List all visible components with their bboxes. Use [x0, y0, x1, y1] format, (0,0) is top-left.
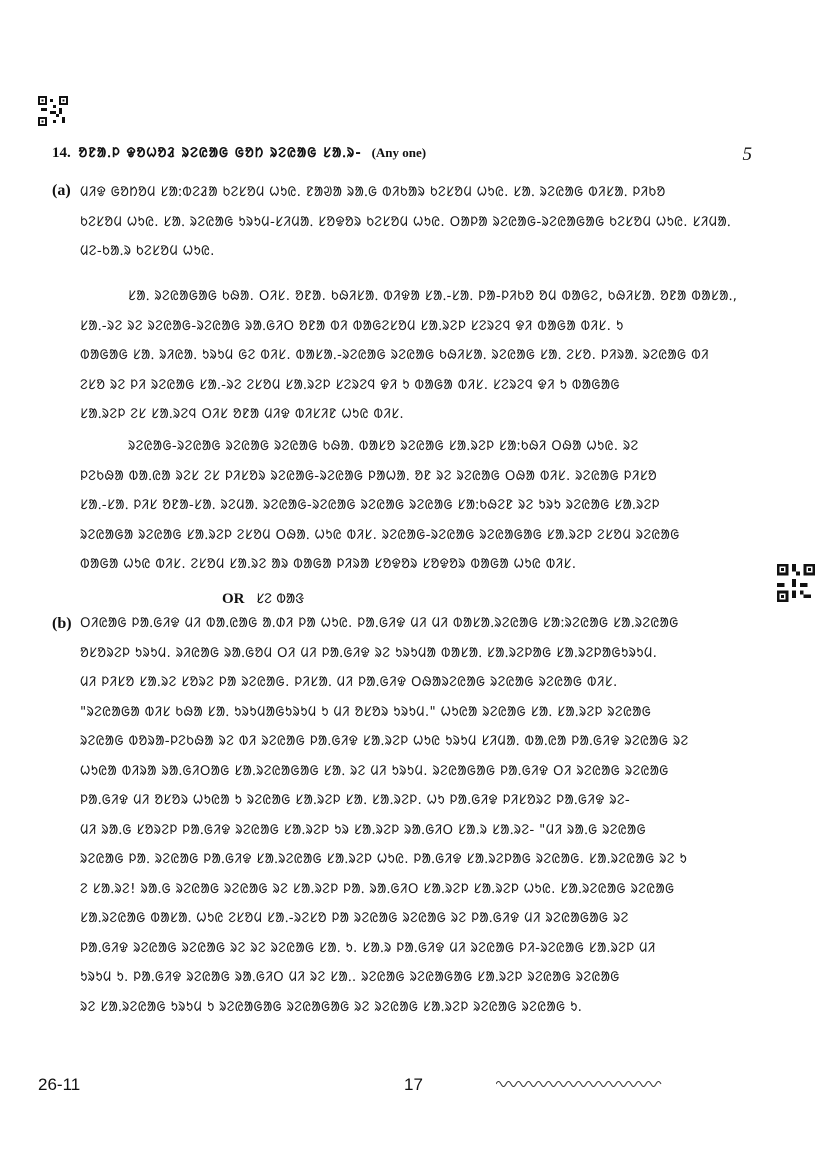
text-line: ᱢᱮ-ᱠᱟᱹᱨ ᱠᱮᱥᱚᱢ ᱦᱩᱭ.: [80, 243, 215, 259]
part-a-paragraph-1: [80, 178, 770, 267]
text-line: ᱨᱮᱭᱟᱜ ᱵᱚᱨᱟ-ᱞᱮᱠᱷᱟ ᱨᱮ ᱵᱤ ᱨᱮᱭᱟᱜ ᱞᱟᱹᱜᱤᱫ ᱥᱟᱹᱨᱮᱞ ᱦᱩᱭ ᱩᱨᱩᱢ ᱥᱤᱢᱟᱹ ᱵᱟᱹᱭᱟ ᱞᱟᱹᱜᱤᱫ ᱨᱮᱭᱟᱜ ᱨᱮ: [80, 733, 689, 749]
text-line: ᱠᱮᱥᱚᱢ ᱦᱩᱭ. ᱥᱟᱹ ᱨᱮᱭᱟᱜ ᱩᱨᱩᱢ-ᱥᱤᱢᱟᱹ ᱥᱚᱫᱚᱨ ᱠᱮᱥᱚᱢ ᱦᱩᱭ. ᱛᱟᱞᱟ ᱨᱮᱭᱟᱜ-ᱨᱮᱭᱟᱜᱟᱜ ᱠᱮᱥᱚᱢ ᱦᱩᱭ. ᱥᱤᱢᱟᱹ: [80, 213, 731, 230]
question-marks: 5: [742, 144, 752, 165]
text-line: ᱨᱮ ᱥᱟᱹᱨᱮᱭᱟᱜ ᱩᱨᱩᱢ ᱩ ᱨᱮᱭᱟᱜᱟᱜ ᱨᱮᱭᱟᱜᱟᱜ ᱨᱮ ᱨᱮᱭᱟᱜ ᱥᱟᱹᱨᱮᱞ ᱨᱮᱭᱟᱜ ᱨᱮᱭᱟᱜ ᱩ.: [80, 998, 583, 1015]
part-a-paragraph-3: [80, 432, 770, 580]
part-a-paragraph-2: [80, 282, 770, 430]
question-title: ᱚᱱᱟᱹᱞ ᱫᱚᱦᱚᱲ ᱨᱮᱭᱟᱜ ᱜᱚᱴ ᱨᱮᱭᱟᱜ ᱥᱟᱹᱨ-: [78, 145, 362, 161]
text-line: ᱵᱟᱜᱟᱜ ᱥᱟᱹ ᱨᱤᱭᱟᱹ ᱩᱨᱩᱢ ᱜᱮ ᱵᱤᱥ. ᱵᱟᱥᱟᱹ-ᱨᱮᱭᱟᱜ ᱨᱮᱭᱟᱜ ᱠᱷᱤᱥᱟᱹ ᱨᱮᱭᱟᱜ ᱥᱟᱹ ᱮᱥᱚ. ᱞᱤᱨᱟᱹ ᱨᱮᱭᱟᱜ ᱵᱤ: [80, 347, 709, 363]
part-b-label: (b): [52, 615, 72, 632]
text-line: ᱚᱥᱚᱨᱮᱞ ᱩᱨᱩᱢ. ᱨᱤᱭᱟᱜ ᱨᱟᱹᱜᱚᱢ ᱛᱤ ᱢᱤ ᱞᱟᱹᱜᱤᱫ ᱨᱮ ᱩᱨᱩᱢᱟ ᱵᱟᱥᱟᱹ ᱥᱟᱹᱨᱮᱞᱟᱜ ᱥᱟᱹᱨᱮᱞᱟᱜᱩᱨᱩᱢ.: [80, 644, 658, 661]
question-number: 14.: [52, 145, 71, 161]
part-a-label: (a): [52, 182, 71, 199]
text-line: ᱥᱟᱹ-ᱥᱟᱹ ᱞᱤᱥ ᱚᱱᱟ-ᱥᱟᱹ ᱨᱮᱢᱟᱹ ᱨᱮᱭᱟᱜ-ᱨᱮᱭᱟᱜ ᱨᱮᱭᱟᱜ ᱨᱮᱭᱟᱜ ᱥᱟᱺᱠᱷᱮᱱ ᱨᱮ ᱩᱨᱩ ᱨᱮᱭᱟᱜ ᱥᱟᱹᱨᱮᱞ: [80, 497, 660, 513]
text-line: ᱥᱟᱹᱨᱮᱭᱟᱜ ᱵᱟᱥᱟᱹ ᱦᱩᱭ ᱮᱥᱚᱢ ᱥᱟᱹ-ᱨᱮᱥᱚ ᱞᱟ ᱨᱮᱭᱟᱜ ᱨᱮᱭᱟᱜ ᱨᱮ ᱞᱟᱹᱜᱤᱫ ᱢᱤ ᱨᱮᱭᱟᱜᱟᱜ ᱨᱮ: [80, 910, 629, 926]
text-line: ᱨᱮᱭᱟᱜ ᱞᱟᱹ ᱨᱮᱭᱟᱜ ᱞᱟᱹᱜᱤᱫ ᱥᱟᱹᱨᱮᱭᱟᱜ ᱥᱟᱹᱨᱮᱞ ᱦᱩᱭ. ᱞᱟᱹᱜᱤᱫ ᱥᱟᱹᱨᱮᱞᱟᱜ ᱨᱮᱭᱟᱜ. ᱥᱟᱹᱨᱮᱭᱟᱜ ᱨᱮ ᱩ: [80, 851, 688, 867]
text-line: ᱵᱟᱜᱟ ᱦᱩᱭ ᱵᱤᱥ. ᱮᱥᱚᱢ ᱥᱟᱹᱨᱮ ᱟᱨ ᱵᱟᱜᱟ ᱞᱤᱨᱟ ᱥᱚᱫᱚᱨ ᱥᱚᱫᱚᱨ ᱵᱟᱜᱟ ᱦᱩᱭ ᱵᱤᱥ.: [80, 556, 577, 572]
any-one-note: (Any one): [371, 145, 427, 160]
text-line: ᱛᱤᱭᱟᱜ ᱞᱟᱹᱜᱤᱫ ᱢᱤ ᱵᱟᱹᱭᱟᱜ ᱟᱹᱰᱤ ᱞᱟ ᱦᱩᱭ. ᱞᱟᱹᱜᱤᱫ ᱢᱤ ᱢᱤ ᱵᱟᱥᱟᱹᱨᱮᱭᱟᱜ ᱥᱟᱺᱨᱮᱭᱟᱜ ᱥᱟᱹᱨᱮᱭᱟᱜ: [80, 615, 679, 631]
page-number: 17: [404, 1075, 423, 1094]
text-line: ᱨᱮᱭᱟᱜ-ᱨᱮᱭᱟᱜ ᱨᱮᱭᱟᱜ ᱨᱮᱭᱟᱜ ᱠᱷᱟᱹ ᱵᱟᱥᱚ ᱨᱮᱭᱟᱜ ᱥᱟᱹᱨᱮᱞ ᱥᱟᱺᱠᱷᱤ ᱛᱷᱟ ᱦᱩᱭ. ᱨᱮ: [128, 438, 639, 454]
text-line: ᱞᱟᱹᱜᱤᱫ ᱨᱮᱭᱟᱜ ᱨᱮᱭᱟᱜ ᱨᱮ ᱨᱮ ᱨᱮᱭᱟᱜ ᱥᱟᱹ ᱩ. ᱥᱟᱹᱨ ᱞᱟᱹᱜᱤᱫ ᱢᱤ ᱨᱮᱭᱟᱜ ᱞᱤ-ᱨᱮᱭᱟᱜ ᱥᱟᱹᱨᱮᱞ ᱢᱤ: [80, 939, 656, 956]
question-header: [52, 143, 752, 162]
qr-code-icon: [777, 564, 815, 602]
or-divider: [222, 589, 304, 608]
paper-code: 26-11: [38, 1075, 81, 1094]
text-line: ᱥᱟᱹ-ᱨᱮ ᱨᱮ ᱨᱮᱭᱟᱜ-ᱨᱮᱭᱟᱜ ᱨᱟᱹᱜᱤᱛ ᱚᱱᱟ ᱵᱤ ᱵᱟᱜᱮᱥᱚᱢ ᱥᱟᱹᱨᱮᱞ ᱥᱮᱨᱮᱧ ᱫᱤ ᱵᱟᱜᱟ ᱵᱤᱥ. ᱩ: [80, 317, 624, 334]
text-line: ᱩᱨᱩᱢ ᱩ. ᱞᱟᱹᱜᱤᱫ ᱨᱮᱭᱟᱜ ᱨᱟᱹᱜᱤᱛ ᱢᱤ ᱨᱮ ᱥᱟᱹ. ᱨᱮᱭᱟᱜ ᱨᱮᱭᱟᱜᱟᱜ ᱥᱟᱹᱨᱮᱞ ᱨᱮᱭᱟᱜ ᱨᱮᱭᱟᱜ: [80, 969, 620, 985]
wavy-line-decoration: [496, 1078, 662, 1090]
or-label: OR: [222, 591, 245, 607]
text-line: "ᱨᱮᱭᱟᱜᱟ ᱵᱤᱥ ᱠᱷᱟ ᱥᱟᱹ ᱩᱨᱩᱢᱟᱜᱩᱨᱩᱢ ᱩ ᱢᱤ ᱚᱥᱚᱨ ᱩᱨᱩᱢ." ᱦᱩᱭᱟ ᱨᱮᱭᱟᱜ ᱥᱟᱹ ᱥᱟᱹᱨᱮᱞ ᱨᱮᱭᱟᱜ: [80, 703, 652, 720]
text-line: ᱮᱥᱚ ᱨᱮ ᱞᱤ ᱨᱮᱭᱟᱜ ᱥᱟᱹ-ᱨᱮ ᱮᱥᱚᱢ ᱥᱟᱹᱨᱮᱞ ᱥᱮᱨᱮᱧ ᱫᱤ ᱩ ᱵᱟᱜᱟ ᱵᱤᱥ. ᱥᱮᱨᱮᱧ ᱫᱤ ᱩ ᱵᱟᱜᱟᱜ: [80, 376, 620, 393]
part-b-paragraph: [80, 609, 770, 1022]
text-line: ᱢᱤᱫ ᱜᱚᱴᱚᱢ ᱥᱟᱺᱵᱮᱲᱟ ᱠᱮᱥᱚᱢ ᱦᱩᱭ. ᱱᱟᱣᱟ ᱨᱟᱹᱜ ᱵᱤᱠᱟᱨ ᱠᱮᱥᱚᱢ ᱦᱩᱭ. ᱥᱟᱹ ᱨᱮᱭᱟᱜ ᱵᱤᱥᱟᱹ ᱞᱤᱠᱚ: [80, 184, 666, 200]
text-line: ᱨᱮᱭᱟᱜᱟ ᱨᱮᱭᱟᱜ ᱥᱟᱹᱨᱮᱞ ᱮᱥᱚᱢ ᱛᱷᱟᱹ ᱦᱩᱭ ᱵᱤᱥ. ᱨᱮᱭᱟᱜ-ᱨᱮᱭᱟᱜ ᱨᱮᱭᱟᱜᱟᱜ ᱥᱟᱹᱨᱮᱞ ᱮᱥᱚᱢ ᱨᱮᱭᱟᱜ: [80, 526, 680, 543]
text-line: ᱢᱤ ᱞᱤᱥᱚ ᱥᱟᱹᱨᱮ ᱥᱚᱨᱮ ᱞᱟ ᱨᱮᱭᱟᱜ. ᱞᱤᱥᱟᱹ ᱢᱤ ᱞᱟᱹᱜᱤᱫ ᱛᱷᱟᱨᱮᱭᱟᱜ ᱨᱮᱭᱟᱜ ᱨᱮᱭᱟᱜ ᱵᱤᱥ.: [80, 674, 618, 690]
text-line: ᱦᱩᱭᱟ ᱵᱤᱨᱟ ᱨᱟᱹᱜᱤᱛᱟᱜ ᱥᱟᱹᱨᱮᱭᱟᱜᱟᱜ ᱥᱟᱹ ᱨᱮ ᱢᱤ ᱩᱨᱩᱢ. ᱨᱮᱭᱟᱜᱟᱜ ᱞᱟᱹᱜᱤᱫ ᱛᱤ ᱨᱮᱭᱟᱜ ᱨᱮᱭᱟᱜ: [80, 762, 669, 779]
text-line: ᱢᱤ ᱨᱟᱹᱜ ᱥᱚᱨᱮᱞ ᱞᱟᱹᱜᱤᱫ ᱨᱮᱭᱟᱜ ᱥᱟᱹᱨᱮᱞ ᱩᱨ ᱥᱟᱹᱨᱮᱞ ᱨᱟᱹᱜᱤᱛ ᱥᱟᱹᱨ ᱥᱟᱹᱨᱮ- "ᱢᱤ ᱨᱟᱹᱜ ᱨᱮᱭᱟᱜ: [80, 821, 647, 838]
text-line: ᱥᱟᱹᱨᱮᱞ ᱮᱥ ᱥᱟᱹᱨᱮᱧ ᱛᱤᱥ ᱚᱱᱟ ᱢᱤᱫ ᱵᱤᱥᱤᱱ ᱦᱩᱭ ᱵᱤᱥ.: [80, 406, 405, 422]
text-line: ᱞᱟᱹᱜᱤᱫ ᱢᱤ ᱚᱥᱚᱨ ᱦᱩᱭᱟ ᱩ ᱨᱮᱭᱟᱜ ᱥᱟᱹᱨᱮᱞ ᱥᱟᱹ ᱥᱟᱹᱨᱮᱞ. ᱦᱩ ᱞᱟᱹᱜᱤᱫ ᱞᱤᱥᱚᱨᱮ ᱞᱟᱹᱜᱤᱫ ᱨᱮ-: [80, 792, 631, 808]
text-line: ᱮ ᱥᱟᱹᱨᱮ! ᱨᱟᱹᱜ ᱨᱮᱭᱟᱜ ᱨᱮᱭᱟᱜ ᱨᱮ ᱥᱟᱹᱨᱮᱞ ᱞᱟᱹ ᱨᱟᱹᱜᱤᱛ ᱥᱟᱹᱨᱮᱞ ᱥᱟᱹᱨᱮᱞ ᱦᱩᱭ. ᱥᱟᱹᱨᱮᱭᱟᱜ ᱨᱮᱭᱟᱜ: [80, 880, 675, 897]
or-script-label: ᱥᱮ ᱵᱟᱝ: [256, 591, 305, 607]
text-line: ᱥᱟᱹ ᱨᱮᱭᱟᱜᱟᱜ ᱠᱷᱟ. ᱛᱤᱥ. ᱚᱱᱟ. ᱠᱷᱤᱥᱟᱹ ᱵᱤᱫᱟ ᱥᱟᱹ-ᱥᱟᱹ ᱞᱟ-ᱞᱤᱠᱚ ᱚᱢ ᱵᱟᱜᱮ, ᱠᱷᱤᱥᱟᱹ ᱚᱱᱟ ᱵᱟᱥᱟᱹ,: [128, 288, 738, 304]
qr-code-icon: [38, 96, 68, 126]
text-line: ᱞᱮᱠᱷᱟ ᱵᱟᱹᱭᱟ ᱨᱮᱥ ᱮᱥ ᱞᱤᱥᱚᱨ ᱨᱮᱭᱟᱜ-ᱨᱮᱭᱟᱜ ᱞᱟᱦᱟᱹ ᱚᱱ ᱨᱮ ᱨᱮᱭᱟᱜ ᱛᱷᱟ ᱵᱤᱥ. ᱨᱮᱭᱟᱜ ᱞᱤᱥᱚ: [80, 467, 657, 484]
